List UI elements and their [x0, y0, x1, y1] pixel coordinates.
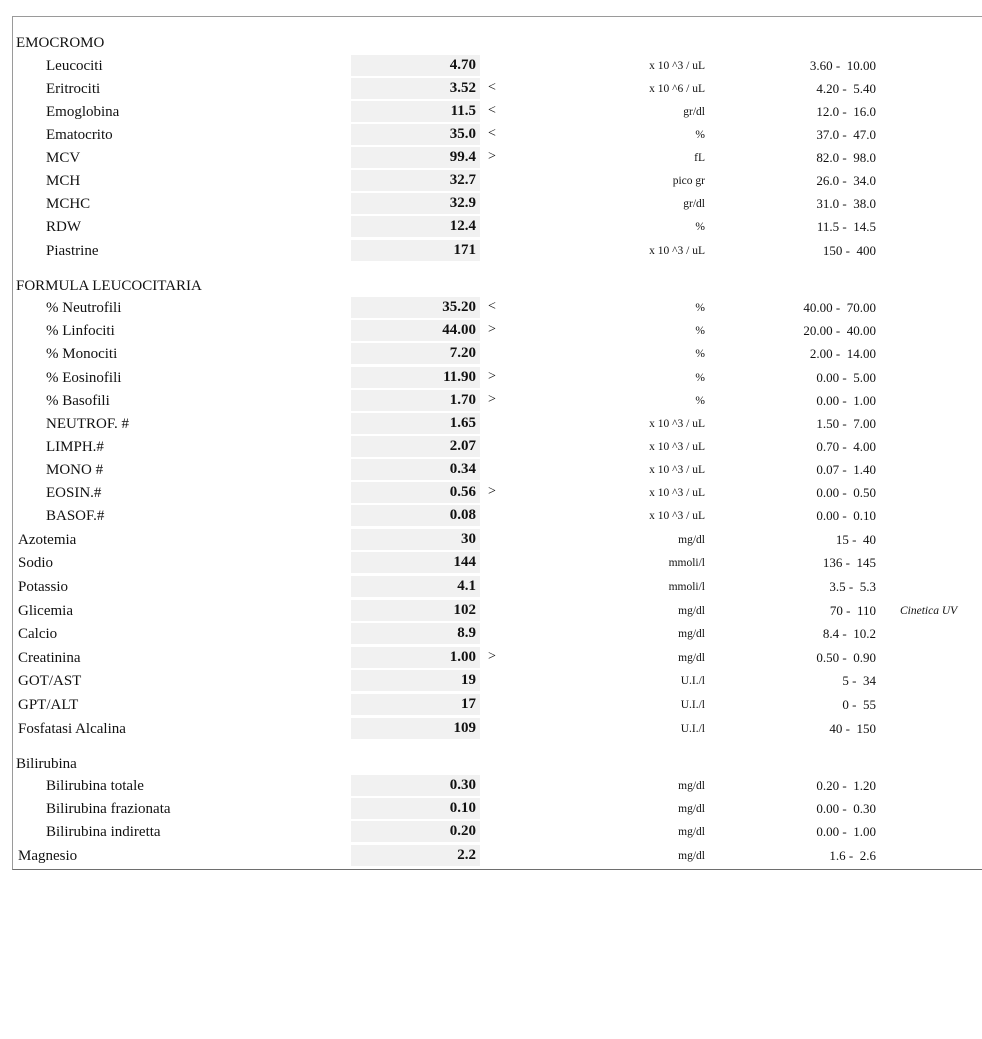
test-name: Bilirubina indiretta [46, 824, 161, 840]
reference-range: 0.00 - 5.00 [816, 370, 876, 385]
abnormal-flag: > [488, 649, 496, 664]
value-cell [351, 718, 480, 740]
test-name: % Monociti [46, 346, 118, 362]
value-cell [351, 170, 480, 192]
test-name: Glicemia [18, 603, 73, 619]
value-cell [351, 240, 480, 262]
test-name: Ematocrito [46, 127, 113, 143]
test-value: 102 [453, 602, 476, 618]
test-name: Piastrine [46, 243, 99, 259]
value-cell [351, 216, 480, 238]
value-cell [351, 413, 480, 435]
test-name: Leucociti [46, 58, 103, 74]
abnormal-flag: > [488, 392, 496, 407]
test-unit: x 10 ^3 / uL [649, 60, 705, 72]
table-row [13, 529, 982, 551]
test-name: EOSIN.# [46, 485, 102, 501]
test-unit: mg/dl [678, 628, 705, 640]
reference-range: 70 - 110 [829, 603, 876, 618]
table-row [13, 55, 982, 77]
value-cell [351, 297, 480, 319]
test-value: 35.20 [442, 299, 476, 315]
value-cell [351, 821, 480, 843]
test-unit: x 10 ^3 / uL [649, 245, 705, 257]
table-row [13, 343, 982, 365]
test-unit: % [695, 372, 705, 384]
reference-range: 0.07 - 1.40 [816, 462, 876, 477]
table-row [13, 216, 982, 238]
test-unit: % [695, 221, 705, 233]
value-cell [351, 101, 480, 123]
lab-report-table [12, 16, 982, 870]
reference-range: 0 - 55 [842, 697, 876, 712]
test-value: 0.56 [449, 484, 476, 500]
test-name: MCHC [46, 196, 91, 212]
section-header [13, 753, 982, 775]
reference-range: 1.50 - 7.00 [816, 416, 876, 431]
value-cell [351, 694, 480, 716]
value-cell [351, 147, 480, 169]
reference-range: 12.0 - 16.0 [816, 104, 876, 119]
test-value: 1.00 [449, 649, 476, 665]
test-value: 11.90 [443, 369, 476, 385]
table-row [13, 459, 982, 481]
method-note: Cinetica UV [900, 605, 958, 617]
table-row [13, 320, 982, 342]
table-row [13, 436, 982, 458]
value-cell [351, 845, 480, 867]
test-unit: x 10 ^3 / uL [649, 418, 705, 430]
test-name: Potassio [18, 579, 69, 595]
abnormal-flag: > [488, 369, 496, 384]
test-unit: x 10 ^6 / uL [649, 83, 705, 95]
value-cell [351, 193, 480, 215]
section-header [13, 32, 982, 54]
test-name: GOT/AST [18, 673, 82, 689]
reference-range: 20.00 - 40.00 [803, 323, 876, 338]
test-value: 0.08 [449, 507, 476, 523]
test-unit: x 10 ^3 / uL [649, 510, 705, 522]
test-value: 4.70 [449, 57, 476, 73]
test-value: 171 [453, 242, 476, 258]
table-row [13, 623, 982, 645]
table-row [13, 647, 982, 669]
test-name: Sodio [18, 555, 54, 571]
reference-range: 1.6 - 2.6 [829, 848, 876, 863]
test-value: 44.00 [442, 322, 476, 338]
test-value: 144 [453, 554, 476, 570]
test-value: 99.4 [449, 149, 476, 165]
table-row [13, 367, 982, 389]
test-name: Emoglobina [46, 104, 120, 120]
table-row [13, 101, 982, 123]
test-value: 7.20 [449, 345, 476, 361]
test-name: Bilirubina frazionata [46, 801, 171, 817]
table-row [13, 390, 982, 412]
table-row [13, 297, 982, 319]
test-unit: mg/dl [678, 652, 705, 664]
test-name: NEUTROF. # [46, 416, 129, 432]
value-cell [351, 798, 480, 820]
value-cell [351, 775, 480, 797]
table-row [13, 775, 982, 797]
value-cell [351, 55, 480, 77]
table-row [13, 193, 982, 215]
reference-range: 40 - 150 [829, 721, 876, 736]
reference-range: 3.5 - 5.3 [829, 579, 876, 594]
test-unit: pico gr [672, 175, 705, 187]
table-row [13, 78, 982, 100]
test-value: 30 [461, 531, 476, 547]
value-cell [351, 78, 480, 100]
table-row [13, 576, 982, 598]
test-value: 109 [453, 720, 476, 736]
value-cell [351, 670, 480, 692]
test-name: GPT/ALT [18, 697, 79, 713]
abnormal-flag: < [488, 80, 496, 95]
abnormal-flag: < [488, 126, 496, 141]
table-row [13, 240, 982, 262]
test-unit: x 10 ^3 / uL [649, 441, 705, 453]
test-value: 8.9 [457, 625, 476, 641]
test-unit: fL [694, 152, 705, 164]
table-row [13, 718, 982, 740]
test-name: Magnesio [18, 848, 78, 864]
test-value: 2.2 [457, 847, 476, 863]
section-title-bilirubina: Bilirubina [16, 756, 77, 772]
test-value: 12.4 [449, 218, 476, 234]
reference-range: 0.00 - 0.10 [816, 508, 876, 523]
reference-range: 0.00 - 1.00 [816, 824, 876, 839]
test-unit: mg/dl [678, 780, 705, 792]
table-row [13, 600, 982, 622]
table-row [13, 124, 982, 146]
reference-range: 5 - 34 [842, 673, 876, 688]
test-unit: % [695, 129, 705, 141]
reference-range: 4.20 - 5.40 [816, 81, 876, 96]
value-cell [351, 320, 480, 342]
test-value: 1.65 [449, 415, 476, 431]
value-cell [351, 623, 480, 645]
value-cell [351, 390, 480, 412]
abnormal-flag: > [488, 322, 496, 337]
value-cell [351, 367, 480, 389]
test-unit: gr/dl [683, 198, 705, 210]
reference-range: 0.00 - 0.30 [816, 801, 876, 816]
test-name: Eritrociti [46, 81, 101, 97]
reference-range: 31.0 - 38.0 [816, 196, 876, 211]
table-row [13, 694, 982, 716]
test-value: 32.9 [449, 195, 476, 211]
test-name: MCH [46, 173, 81, 189]
abnormal-flag: < [488, 299, 496, 314]
test-name: LIMPH.# [46, 439, 104, 455]
reference-range: 15 - 40 [835, 532, 876, 547]
test-name: Creatinina [18, 650, 81, 666]
reference-range: 3.60 - 10.00 [809, 58, 876, 73]
test-value: 0.34 [449, 461, 476, 477]
test-name: % Neutrofili [46, 300, 122, 316]
reference-range: 0.00 - 1.00 [816, 393, 876, 408]
reference-range: 37.0 - 47.0 [816, 127, 876, 142]
test-unit: mg/dl [678, 534, 705, 546]
reference-range: 11.5 - 14.5 [816, 219, 876, 234]
table-row [13, 821, 982, 843]
test-unit: U.I./l [680, 699, 705, 711]
test-unit: mg/dl [678, 826, 705, 838]
test-name: MONO # [46, 462, 104, 478]
reference-range: 40.00 - 70.00 [803, 300, 876, 315]
value-cell [351, 124, 480, 146]
reference-range: 150 - 400 [822, 243, 876, 258]
value-cell [351, 647, 480, 669]
test-name: Bilirubina totale [46, 778, 144, 794]
reference-range: 0.50 - 0.90 [816, 650, 876, 665]
test-unit: % [695, 325, 705, 337]
test-name: Azotemia [18, 532, 77, 548]
table-row [13, 798, 982, 820]
abnormal-flag: < [488, 103, 496, 118]
value-cell [351, 600, 480, 622]
test-name: % Basofili [46, 393, 110, 409]
table-row [13, 505, 982, 527]
test-unit: U.I./l [680, 723, 705, 735]
test-unit: U.I./l [680, 675, 705, 687]
abnormal-flag: > [488, 149, 496, 164]
test-value: 32.7 [449, 172, 476, 188]
reference-range: 8.4 - 10.2 [822, 626, 876, 641]
test-unit: x 10 ^3 / uL [649, 487, 705, 499]
table-row [13, 845, 982, 867]
test-unit: mg/dl [678, 605, 705, 617]
table-row [13, 413, 982, 435]
test-value: 0.30 [449, 777, 476, 793]
table-row [13, 170, 982, 192]
test-value: 17 [461, 696, 476, 712]
test-name: BASOF.# [46, 508, 105, 524]
test-value: 2.07 [449, 438, 476, 454]
section-header [13, 275, 982, 297]
test-name: Calcio [18, 626, 58, 642]
test-value: 11.5 [450, 103, 476, 119]
reference-range: 0.70 - 4.00 [816, 439, 876, 454]
test-unit: mg/dl [678, 803, 705, 815]
reference-range: 82.0 - 98.0 [816, 150, 876, 165]
section-title-emocromo: EMOCROMO [16, 35, 105, 51]
value-cell [351, 529, 480, 551]
reference-range: 0.20 - 1.20 [816, 778, 876, 793]
test-unit: % [695, 395, 705, 407]
table-row [13, 552, 982, 574]
value-cell [351, 576, 480, 598]
test-value: 4.1 [457, 578, 476, 594]
test-unit: mmoli/l [668, 557, 705, 569]
reference-range: 136 - 145 [822, 555, 876, 570]
reference-range: 0.00 - 0.50 [816, 485, 876, 500]
test-name: % Linfociti [46, 323, 115, 339]
test-unit: mmoli/l [668, 581, 705, 593]
value-cell [351, 505, 480, 527]
test-name: Fosfatasi Alcalina [18, 721, 126, 737]
test-unit: mg/dl [678, 850, 705, 862]
test-value: 19 [461, 672, 476, 688]
table-row [13, 147, 982, 169]
value-cell [351, 343, 480, 365]
test-name: RDW [46, 219, 81, 235]
table-row [13, 670, 982, 692]
value-cell [351, 552, 480, 574]
value-cell [351, 459, 480, 481]
test-unit: x 10 ^3 / uL [649, 464, 705, 476]
section-title-formula: FORMULA LEUCOCITARIA [16, 278, 202, 294]
test-name: MCV [46, 150, 81, 166]
value-cell [351, 436, 480, 458]
test-name: % Eosinofili [46, 370, 122, 386]
table-row [13, 482, 982, 504]
test-value: 0.20 [449, 823, 476, 839]
test-unit: % [695, 348, 705, 360]
test-value: 3.52 [449, 80, 476, 96]
abnormal-flag: > [488, 484, 496, 499]
test-value: 1.70 [449, 392, 476, 408]
test-value: 35.0 [449, 126, 476, 142]
test-unit: gr/dl [683, 106, 705, 118]
value-cell [351, 482, 480, 504]
reference-range: 26.0 - 34.0 [816, 173, 876, 188]
test-unit: % [695, 302, 705, 314]
test-value: 0.10 [449, 800, 476, 816]
reference-range: 2.00 - 14.00 [809, 346, 876, 361]
